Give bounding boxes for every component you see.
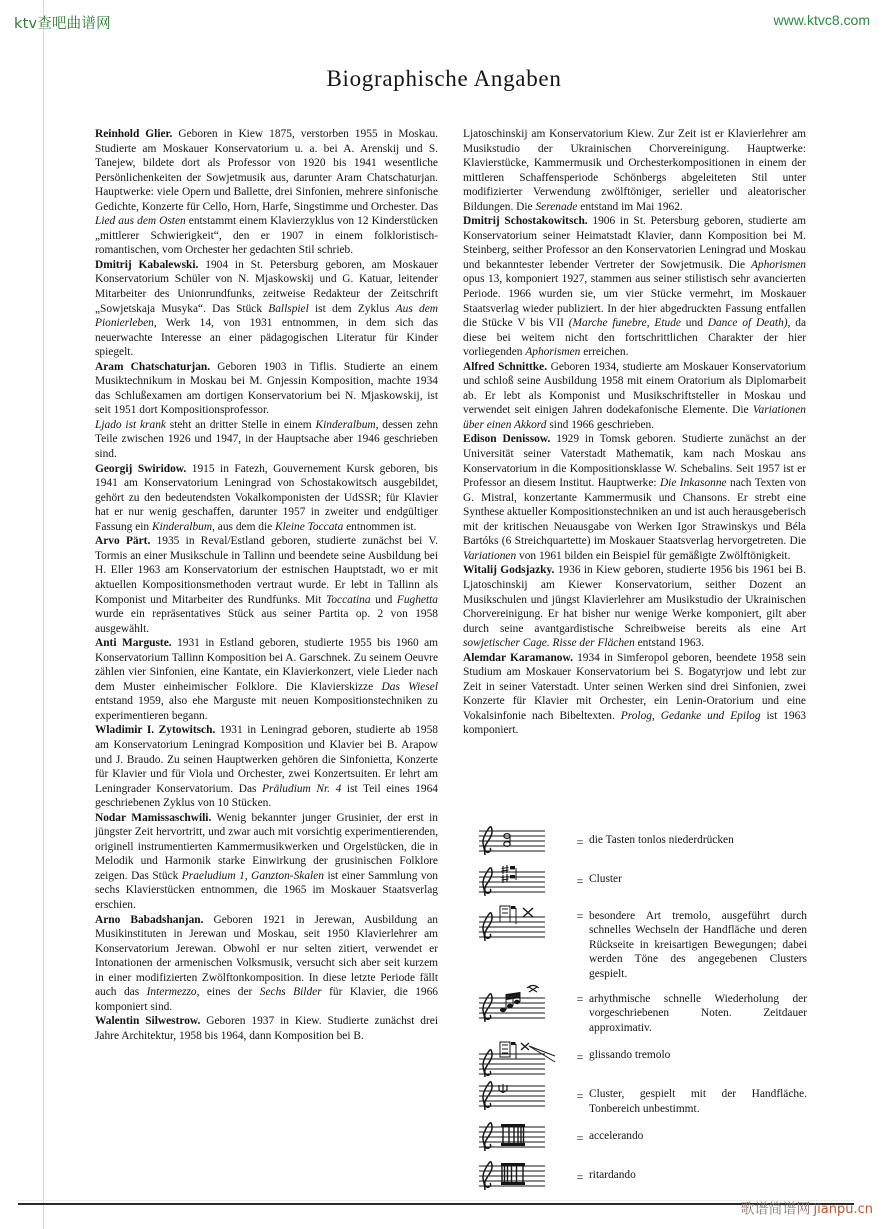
composer-name: Reinhold Glier.: [95, 128, 173, 140]
equals-sign: =: [576, 992, 584, 1007]
staff-cluster-silent-noteheads-icon: [463, 825, 571, 859]
entry-schostakowitsch: Dmitrij Schostakowitsch. 1906 in St. Petersburg geboren, studierte am Konservatorium seiner Heimatstadt Klavier, dann Komposition bei M. Steinberg, seither Professor an den Konservatorien Leningrad und Moskau und bekanntester lebender Vertreter der Sowjetmusik. Die Aphorismen opus 13, komponiert 1927, stammen aus seiner stilistisch sehr avancierten Periode. 1966 wurden sie, um vier Stücke vermehrt, im Moskauer Staatsverlag wieder publiziert. In der hier abgedruckten Fassung entfallen die Stücke V bis VII (Marche funebre, Etude und Dance of Death), da diese bei weitem nicht den fortschrittlichen Charakter der hier vorliegenden Aphorismen erreichen.: [463, 215, 807, 359]
staff-cluster-accidentals-icon: [463, 864, 571, 898]
legend-row: [463, 986, 807, 1035]
work-title: Ljado ist krank: [95, 418, 166, 431]
entry-mamissaschwili: Nodar Mamissaschwili. Wenig bekannter junger Grusinier, der erst in jüngster Zeit hervortritt, und zwar auch mit vorsichtig experimentierenden, originell instrumentierten Kammermusikwerken und Orgelstücken, die in Melodik und Harmonik starke Einwirkung der grusinischen Folklore zeigen. Das Stück Praeludium 1, Ganzton-Skalen ist einer Sammlung von sechs Klavierstücken entnommen, die 1965 im Moskauer Staatsverlag erschien.: [95, 811, 438, 911]
composer-name: Nodar Mamissaschwili.: [95, 811, 212, 824]
watermark-bottom-cn: 歌谱简谱网: [740, 1201, 811, 1218]
legend-row: [463, 1160, 807, 1194]
equals-sign: =: [576, 909, 584, 923]
legend-text: accelerando: [589, 1130, 644, 1143]
legend-row: [463, 864, 807, 898]
legend-text: die Tasten tonlos niederdrücken: [589, 834, 734, 846]
composer-name: Alfred Schnittke.: [463, 360, 548, 373]
equals-sign: =: [576, 835, 584, 849]
entry-chatschaturjan: Aram Chatschaturjan. Geboren 1903 in Tiflis. Studierte an einem Musiktechnikum in Moskau bei M. Gnjessin Komposition, machte 1934 das Schlußexamen am dortigen Konservatorium bei N. Mjaskowskij, ist seit 1951 dort Kompositionsprofessor.: [95, 360, 438, 417]
left-column: [95, 127, 438, 1043]
entry-silwestrow-continued: Ljatoschinskij am Konservatorium Kiew. Zur Zeit ist er Klavierlehrer am Musikstudio der Ukrainischen Chorvereinigung. Hauptwerke: Klavierstücke, Kammermusik und Orchesterkompositionen in einem der mittleren Schaffensperiode Schönbergs abgeleiteten Stil unter modifizierter Verwendung zwölftöniger, serieller und aleatorischer Bildungen. Die Serenade entstand im Mai 1962.: [463, 128, 806, 213]
entry-paert: Arvo Pärt. 1935 in Reval/Estland geboren, studierte zunächst bei V. Tormis an einer Musikschule in Tallinn und beendete seine Ausbildung bei H. Eller 1963 am Konservatorium der estnischen Hauptstadt, wo er mit aktuellen Kompositionsmethoden vertraut wurde. Er lebt in Tallinn als Komponist und Mitarbeiter des Rundfunks. Mit Toccatina und Fughetta wurde ein repräsentatives Stück aus seiner Partita op. 2 von 1958 ausgewählt.: [95, 535, 438, 635]
legend-text: ritardando: [589, 1169, 636, 1182]
entry-babadshanjan: Arno Babadshanjan. Geboren 1921 in Jerewan, Ausbildung an Musikinstituten in Jerewan und Moskau, seit 1950 Klavierlehrer am Konservatorium Jerewan. Obwohl er nur selten zitiert, verwendet er Intonationen der armenischen Volksmusik, versucht sich aber seit kurzem in einer modifizierten Zwölftonkomposition. In diese letzte Periode fällt auch das Intermezzo, eines der Sechs Bilder für Klavier, die 1966 komponiert sind.: [95, 913, 438, 1013]
composer-name: Edison Denissow.: [463, 433, 551, 446]
composer-name: Arno Babadshanjan.: [95, 913, 204, 926]
entry-ljado: Ljado ist krank steht an dritter Stelle in einem Kinderalbum, dessen zehn Teile zwischen 1926 und 1947, in der Hauptsache aber 1946 geschrieben sind.: [95, 418, 439, 461]
watermark-top-left: ktv查吧曲谱网: [14, 16, 111, 32]
watermark-bottom-en: jianpu.cn: [813, 1201, 873, 1217]
entry-marguste: Anti Marguste. 1931 in Estland geboren, studierte 1955 bis 1960 am Konservatorium Tallinn Komposition bei A. Garschnek. Zu seinem Oeuvre zählen vier Sinfonien, eine Kantate, ein Klavierkonzert, viele Lieder nach dem Muster einheimischer Folklore. Die Klavierskizze Das Wiesel entstand 1959, also ehe Marguste mit neuen Kompositionstechniken zu experimentieren begann.: [95, 637, 439, 722]
entry-glier: Reinhold Glier. Geboren in Kiew 1875, verstorben 1955 in Moskau. Studierte am Moskauer Konservatorium u. a. bei A. Arenskij und S. Tanejew, bildete dort als Professor von 1920 bis 1941 wesentliche Persönlichenkeiten der Sowjetmusik aus, darunter Aram Chatschaturjan. Hauptwerke: viele Opern und Ballette, drei Sinfonien, mehrere sinfonische Gedichte, Konzerte für Cello, Horn, Harfe, Singstimme und Orchester. Das Lied aus dem Osten entstammt einem Klavierzyklus von 12 Kinderstücken „mittlerer Schwierigkeit“, den er 1907 in einem folkloristisch-romantischen, vom Orchester her gedachten Stil schrieb.: [95, 128, 439, 257]
entry-silwestrow: Walentin Silwestrow. Geboren 1937 in Kiew. Studierte zunächst drei Jahre Architektur, 1958 bis 1964, dann Komposition bei B.: [95, 1015, 438, 1042]
composer-name: Walentin Silwestrow.: [95, 1015, 201, 1028]
entry-zytowitsch: Wladimir I. Zytowitsch. 1931 in Leningrad geboren, studierte ab 1958 am Konservatorium Leningrad Komposition und Klavier bei B. Arapow und J. Braudo. Zu seinen Hauptwerken gehören die Sinfonietta, Konzerte für Klavier und für Viola und Orchester, zwei Konzertsuiten. Er lehrt am Leningrader Konservatorium. Das Präludium Nr. 4 ist Teil eines 1964 geschriebenen Zyklus von 10 Stücken.: [95, 724, 439, 810]
equals-sign: =: [576, 1131, 584, 1146]
equals-sign: =: [576, 874, 584, 888]
staff-cluster-glissando-wedge-icon: [463, 1040, 571, 1074]
legend-text: besondere Art tremolo, ausgeführt durch schnelles Wechseln der Handfläche und deren Rückseite in kreisartigen Bewegungen; dabei werden Töne des angegebenen Clusters gespielt.: [589, 910, 807, 980]
legend-row: [463, 1040, 807, 1074]
entry-denissow: Edison Denissow. 1929 in Tomsk geboren. Studierte zunächst an der Universität seiner Vaterstadt Mathematik, kam nach Moskau ans Konservatorium in die Kompositionsklasse W. Schebalins. Seit 1957 ist er Professor an diesem Institut. Hauptwerke: Die Inkasonne nach Texten von G. Mistral, konzertante Kammermusik und Chansons. Er strebt eine Synthese aktueller Kompositionstechniken an und ist auch herausgeberisch mit der kritischen Neuausgabe von Werken Igor Strawinskys und Béla Bartóks (6 Streichquartette) im Moskauer Staatsverlag hervorgetreten. Die Variationen von 1961 bilden ein Beispiel für gemäßigte Zwölftönigkeit.: [463, 433, 806, 562]
equals-sign: =: [576, 1089, 584, 1104]
legend-row: [463, 903, 807, 981]
legend-row: [463, 1121, 807, 1155]
staff-cluster-tremolo-slash-icon: [463, 903, 571, 947]
notation-legend: [463, 825, 807, 1199]
composer-name: Georgij Swiridow.: [95, 462, 187, 475]
legend-row: [463, 1079, 807, 1116]
equals-sign: =: [576, 1050, 584, 1065]
printed-sheet: [44, 0, 844, 1229]
legend-row: [463, 825, 807, 859]
legend-text: glissando tremolo: [589, 1049, 671, 1062]
watermark-top-right: www.ktvc8.com: [773, 12, 870, 28]
entry-schnittke: Alfred Schnittke. Geboren 1934, studierte am Moskauer Konservatorium und schloß seine Ausbildung 1958 mit einem Oratorium als Diplomarbeit ab. Er lebt als Komponist und Musikschriftsteller in Moskau und verwendet seit einigen Jahren dodekafonische Elemente. Die Variationen über einen Akkord sind 1966 geschrieben.: [463, 360, 806, 431]
legend-text: Cluster, gespielt mit der Handfläche. Tonbereich unbestimmt.: [589, 1088, 807, 1115]
staff-beamed-notes-repeat-sign-icon: [463, 986, 571, 1030]
legend-text: arhythmische schnelle Wiederholung der vorgeschriebenen Noten. Zeitdauer approximativ.: [589, 993, 807, 1034]
composer-name: Wladimir I. Zytowitsch.: [95, 724, 216, 737]
staff-palm-cluster-symbol-icon: [463, 1079, 571, 1113]
entry-swiridow: Georgij Swiridow. 1915 in Fatezh, Gouvernement Kursk geboren, bis 1941 am Konservatorium Leningrad von Schostakowitsch ausgebildet, gehört zu den bedeutendsten Vokalkomponisten der UdSSR; für Klavier hat er nur wenig geschaffen, darunter 1957 in zweiter und endgültiger Fassung ein Kinderalbum, aus dem die Kleine Toccata entnommen ist.: [95, 462, 438, 533]
composer-name: Anti Marguste.: [95, 637, 172, 650]
page-title: Biographische Angaben: [326, 66, 562, 91]
staff-accelerando-beam-icon: [463, 1121, 571, 1155]
legend-text: Cluster: [589, 873, 622, 885]
entry-karamanow: Alemdar Karamanow. 1934 in Simferopol geboren, beendete 1958 sein Studium am Moskauer Konservatorium bei S. Bogatyrjow und lebt zur Zeit in seiner Vaterstadt. Unter seinen Werken sind drei Sinfonien, zwei Konzerte für Klavier mit Orchester, ein Lenin-Oratorium und eine Vokalsinfonie nach Bibeltexten. Prolog, Gedanke und Epilog ist 1963 komponiert.: [463, 651, 806, 737]
entry-kabalewski: Dmitrij Kabalewski. 1904 in St. Petersburg geboren, am Moskauer Konservatorium Schüler von N. Mjaskowskij und G. Katuar, leitender Mitarbeiter des Unionrundfunks, zeitweise Redakteur der Zeitschrift „Sowjetskaja Musyka“. Das Stück Ballspiel ist dem Zyklus Aus dem Pionierleben, Werk 14, von 1931 entnommen, in dem sich das neuerwachte Interesse an einer pädagogischen Literatur für Kinder spiegelt.: [95, 258, 438, 359]
entry-godsjazky: Witalij Godsjazky. 1936 in Kiew geboren, studierte 1956 bis 1961 bei B. Ljatoschinskij am Kiewer Konservatorium, seither Dozent an Musikschulen und jüngst Klavierlehrer am Musikstudio der Ukrainischen Chorvereinigung. Er hat bisher nur wenige Werke komponiert, gilt aber durch seine avantgardistische Schreibweise bereits als eine Art sowjetischer Cage. Risse der Flächen entstand 1963.: [463, 564, 806, 650]
composer-name: Dmitrij Kabalewski.: [95, 258, 199, 271]
composer-name: Aram Chatschaturjan.: [95, 360, 211, 373]
composer-name: Witalij Godsjazky.: [463, 564, 555, 577]
equals-sign: =: [576, 1170, 584, 1185]
composer-name: Alemdar Karamanow.: [463, 651, 573, 664]
composer-name: Dmitrij Schostakowitsch.: [463, 215, 588, 228]
staff-ritardando-beam-icon: [463, 1160, 571, 1194]
composer-name: Arvo Pärt.: [95, 535, 151, 548]
